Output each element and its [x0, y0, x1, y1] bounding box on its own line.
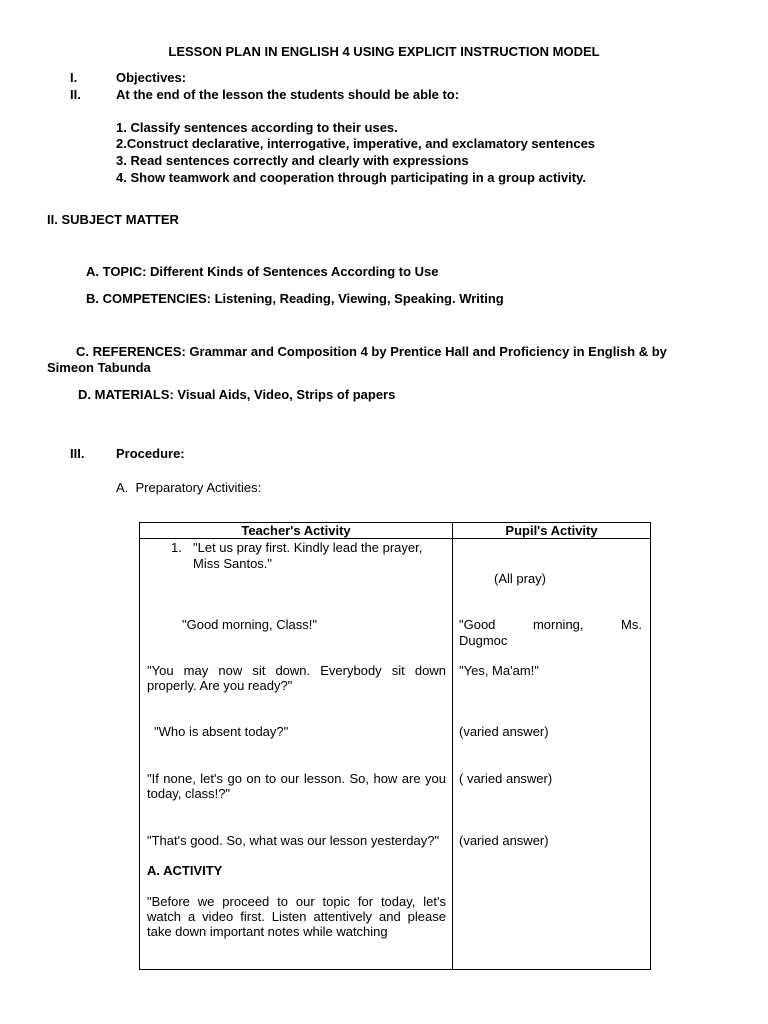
pupil-line: "Yes, Ma'am!" [459, 663, 539, 678]
teacher-line: "If none, let's go on to our lesson. So, how are you today, class!?" [147, 771, 446, 801]
references-line: C. REFERENCES: Grammar and Composition 4 by Prentice Hall and Proficiency in English & by [76, 344, 667, 359]
pupil-activity-cell [453, 539, 651, 970]
pupil-activity-header: Pupil's Activity [453, 523, 651, 539]
objective-item: 2.Construct declarative, interrogative, imperative, and exclamatory sentences [116, 136, 596, 151]
objective-item: 4. Show teamwork and cooperation through participating in a group activity. [116, 170, 586, 185]
section-number: III. [70, 446, 85, 461]
table-header-row [140, 523, 651, 539]
teacher-line: "Let us pray first. Kindly lead the prayer, [193, 540, 423, 555]
objective-item: 3. Read sentences correctly and clearly with expressions [116, 153, 469, 168]
teacher-activity-cell [140, 539, 453, 970]
pupil-line: "Good morning, Ms. [459, 617, 642, 632]
procedure-heading: Procedure: [116, 446, 185, 461]
teacher-line: "Good morning, Class!" [182, 617, 317, 632]
pupil-line: (varied answer) [459, 833, 549, 848]
activity-heading: A. ACTIVITY [147, 863, 223, 878]
pupil-line: (varied answer) [459, 724, 549, 739]
page-title: LESSON PLAN IN ENGLISH 4 USING EXPLICIT INSTRUCTION MODEL [168, 44, 600, 59]
section-number: I. [70, 70, 78, 85]
objectives-intro: At the end of the lesson the students should be able to: [116, 87, 460, 102]
teacher-line: "Before we proceed to our topic for today, let's watch a video first. Listen attentively and please take down important notes while watching [147, 894, 446, 939]
teacher-line: "That's good. So, what was our lesson yesterday?" [147, 833, 440, 848]
list-number: 1. [171, 540, 182, 555]
objectives-heading: Objectives: [116, 70, 187, 85]
references-line: Simeon Tabunda [47, 360, 151, 375]
subject-matter-heading: II. SUBJECT MATTER [47, 212, 179, 227]
pupil-line: ( varied answer) [459, 771, 553, 786]
materials-line: D. MATERIALS: Visual Aids, Video, Strips of papers [78, 387, 396, 402]
activity-table [139, 522, 651, 970]
section-number: II. [70, 87, 81, 102]
topic-line: A. TOPIC: Different Kinds of Sentences According to Use [86, 264, 439, 279]
preparatory-activities-label: A. Preparatory Activities: [116, 480, 262, 495]
teacher-activity-header: Teacher's Activity [140, 523, 453, 539]
table-row [140, 539, 651, 970]
objective-item: 1. Classify sentences according to their uses. [116, 120, 398, 135]
pupil-line: Dugmoc [459, 633, 508, 648]
pupil-line: (All pray) [494, 571, 547, 586]
competencies-line: B. COMPETENCIES: Listening, Reading, Viewing, Speaking. Writing [86, 291, 504, 306]
teacher-line: "You may now sit down. Everybody sit down properly. Are you ready?" [147, 663, 446, 693]
teacher-line: "Who is absent today?" [154, 724, 289, 739]
teacher-line: Miss Santos." [193, 556, 273, 571]
